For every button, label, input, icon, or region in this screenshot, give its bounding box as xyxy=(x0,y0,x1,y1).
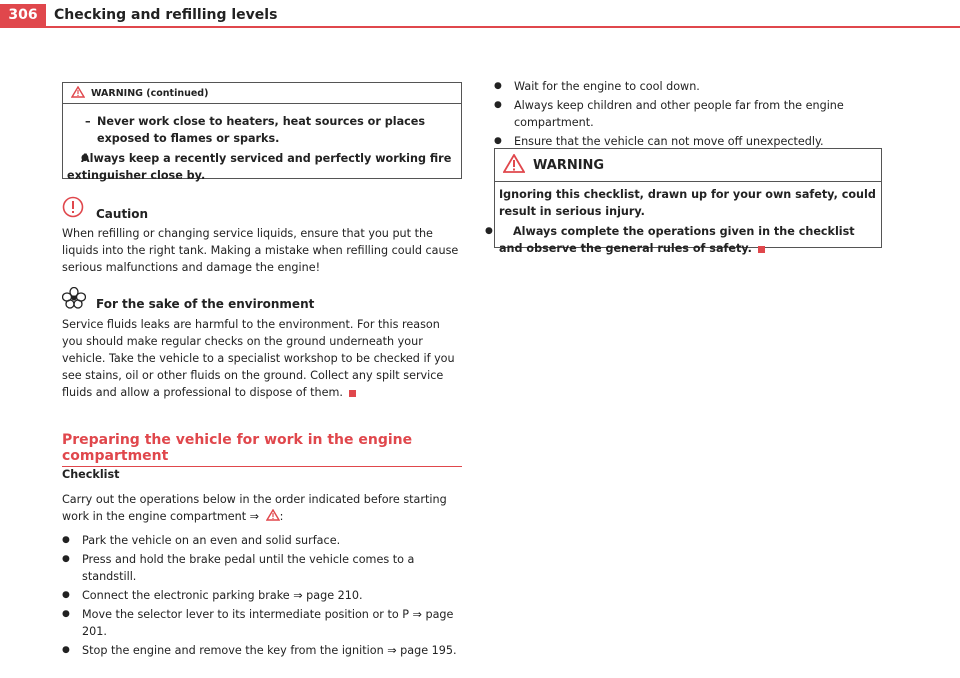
page-title: Checking and refilling levels xyxy=(54,7,278,23)
checklist-label: Checklist xyxy=(62,468,120,481)
warning-box xyxy=(485,148,882,255)
warning-triangle-icon xyxy=(503,154,525,177)
warning-body: Ignoring this checklist, drawn up for your own safety, could result in serious injury. xyxy=(499,188,876,218)
list-item: ● Stop the engine and remove the key from the ignition ⇒ page 195. xyxy=(62,642,462,659)
list-item: ● Press and hold the brake pedal until the vehicle comes to a standstill. xyxy=(62,551,462,585)
warning-head xyxy=(495,149,881,182)
list-item: ● Always keep children and other people far from the engine compartment. xyxy=(494,97,894,131)
page-header xyxy=(0,0,960,28)
environment-body: Service fluids leaks are harmful to the environment. For this reason you should make regular checks on the ground underneath your vehicle. Take the vehicle to a specialist workshop to be checked if you see stains, oil or other fluids on the ground. Collect any spilt service fluids and allow a professional to dispose of them. xyxy=(62,318,455,399)
environment-section xyxy=(62,287,462,401)
caution-body: When refilling or changing service liquids, ensure that you put the liquids into the right tank. Making a mistake when refilling could cause serious malfunctions and damage the engine! xyxy=(62,227,459,274)
warning-continued-label: WARNING (continued) xyxy=(91,87,209,99)
warning-bullet-item: ● Always keep a recently serviced and perfectly working fire extinguisher close by. xyxy=(67,150,457,184)
caution-section xyxy=(62,196,462,276)
list-item: ● Connect the electronic parking brake ⇒ page 210. xyxy=(62,587,462,604)
right-bullets xyxy=(494,78,894,152)
list-item: ● Move the selector lever to its intermediate position or to P ⇒ page 201. xyxy=(62,606,462,640)
header-rule xyxy=(0,26,960,28)
warning-continued-head xyxy=(63,83,461,104)
checklist-section xyxy=(62,466,462,661)
section-title: Preparing the vehicle for work in the engine compartment xyxy=(62,432,462,467)
environment-title: For the sake of the environment xyxy=(96,297,315,311)
warning-dash-item: – Never work close to heaters, heat sources or places exposed to flames or sparks. xyxy=(85,115,426,145)
caution-title: Caution xyxy=(96,207,149,221)
end-mark-icon xyxy=(349,390,356,397)
warning-bullet: ● Always complete the operations given in the checklist and observe the general rules of safety. xyxy=(485,225,855,255)
list-item: ● Ensure that the vehicle can not move off unexpectedly. xyxy=(494,133,894,150)
page-number: 306 xyxy=(0,4,46,26)
flower-icon xyxy=(62,287,86,314)
warning-label: WARNING xyxy=(533,157,605,173)
list-item: ● Wait for the engine to cool down. xyxy=(494,78,894,95)
warning-triangle-icon xyxy=(71,86,85,101)
checklist-intro: Carry out the operations below in the order indicated before starting work in the engine compartment ⇒ : xyxy=(62,491,462,526)
end-mark-icon xyxy=(758,246,765,253)
list-item: ● Park the vehicle on an even and solid surface. xyxy=(62,532,462,549)
caution-icon xyxy=(62,196,84,223)
warning-continued-box xyxy=(62,82,462,182)
warning-triangle-icon xyxy=(266,509,280,526)
